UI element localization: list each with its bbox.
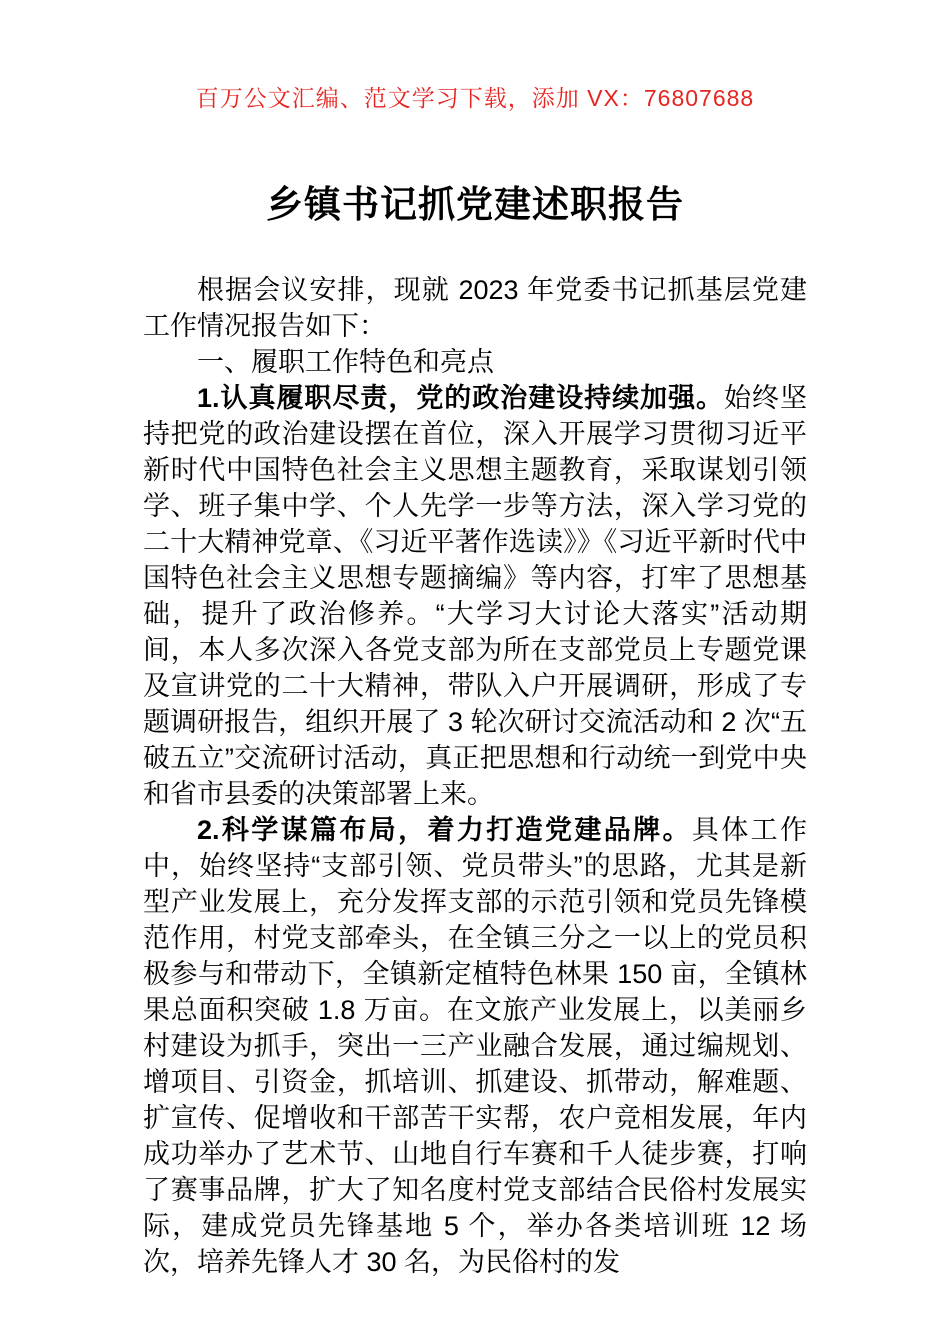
- paragraph: [143, 812, 807, 1280]
- section-heading-text: 一、履职工作特色和亮点: [197, 347, 494, 377]
- paragraph-text: 根据会议安排，现就 2023 年党委书记抓基层党建工作情况报告如下：: [143, 275, 807, 341]
- promo-banner-text: 百万公文汇编、范文学习下载，添加 VX：76807688: [195, 85, 755, 111]
- section-heading: [143, 344, 807, 380]
- paragraph-lead: 2.科学谋篇布局，着力打造党建品牌。: [197, 815, 692, 845]
- document-title: 乡镇书记抓党建述职报告: [266, 184, 684, 225]
- paragraph-text: 具体工作中，始终坚持“支部引领、党员带头”的思路，尤其是新型产业发展上，充分发挥支部的示范引领和党员先锋模范作用，村党支部牵头，在全镇三分之一以上的党员积极参与和带动下，全镇新定植特色林果 150 亩，全镇林果总面积突破 1.8 万亩。在文旅产业发展上，以美丽乡村建设为抓手，突出一三产业融合发展，通过编规划、增项目、引资金，抓培训、抓建设、抓带动，解难题、扩宣传、促增收和干部苦干实帮，农户竞相发展，年内成功举办了艺术节、山地自行车赛和千人徒步赛，打响了赛事品牌，扩大了知名度村党支部结合民俗村发展实际，建成党员先锋基地 5 个，举办各类培训班 12 场次，培养先锋人才 30 名，为民俗村的发: [143, 815, 807, 1277]
- document-body: [143, 272, 807, 1280]
- paragraph-lead: 1.认真履职尽责，党的政治建设持续加强。: [197, 383, 725, 413]
- paragraph: [143, 380, 807, 812]
- paragraph: [143, 272, 807, 344]
- paragraph-text: 始终坚持把党的政治建设摆在首位，深入开展学习贯彻习近平新时代中国特色社会主义思想主题教育，采取谋划引领学、班子集中学、个人先学一步等方法，深入学习党的二十大精神党章、《习近平著作选读》》《习近平新时代中国特色社会主义思想专题摘编》等内容，打牢了思想基础，提升了政治修养。“大学习大讨论大落实”活动期间，本人多次深入各党支部为所在支部党员上专题党课及宣讲党的二十大精神，带队入户开展调研，形成了专题调研报告，组织开展了 3 轮次研讨交流活动和 2 次“五破五立”交流研讨活动，真正把思想和行动统一到党中央和省市县委的决策部署上来。: [143, 383, 807, 809]
